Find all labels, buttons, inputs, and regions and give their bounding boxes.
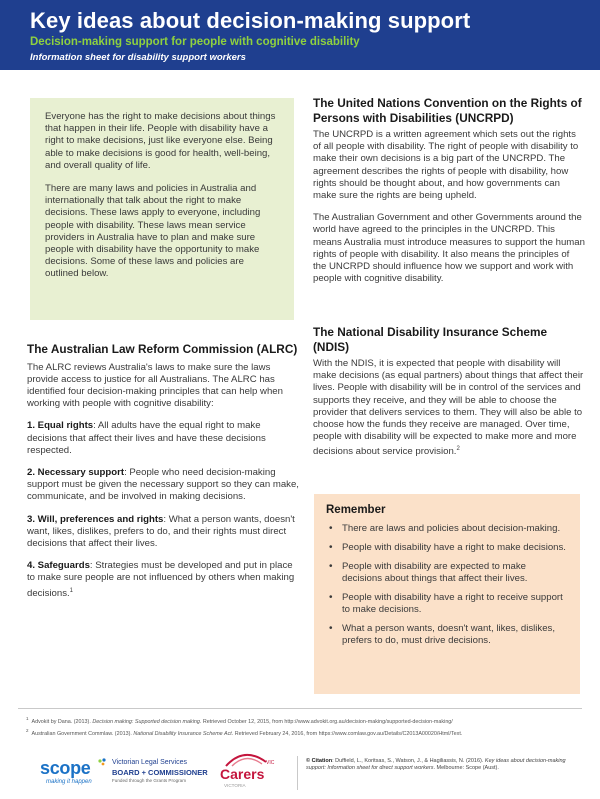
carers-vic-label: VIC xyxy=(266,760,275,766)
list-item-text: What a person wants, doesn't want, likes, dislikes, prefers to do, must drive decisions. xyxy=(342,623,555,646)
footnote-2 xyxy=(26,728,462,737)
uncrpd-paragraph-1: The UNCRPD is a written agreement which sets out the rights of all people with disability. The right of people with disability to make their own decisions is a big part of the UNCRPD. The agreement describes the rights of people with disability, how rights should be thought about, and how governments can make sure the rights are being upheld. xyxy=(313,129,579,202)
principle-text: : People who need decision-making support must be given the necessary support so they can make, communicate, and be involved in making decisions. xyxy=(27,466,299,503)
list-item-text: People with disability have a right to make decisions. xyxy=(342,542,566,553)
list-item xyxy=(326,561,568,585)
footnote-title: National Disability Insurance Scheme Act xyxy=(133,730,232,737)
remember-box xyxy=(314,494,580,694)
remember-list xyxy=(326,523,568,647)
intro-paragraph-1: Everyone has the right to make decisions about things that happen in their life. People with disability have a right to make decisions, just like everyone else. Being able to make decisions is good for health, well-being, and overall quality of life. xyxy=(45,111,276,171)
sheet-label: Information sheet for disability support workers xyxy=(30,52,246,63)
list-item-text: People with disability are expected to make decisions about things that affect their lives. xyxy=(342,561,528,584)
footnote-ref-1[interactable]: 1 xyxy=(69,587,74,594)
alrc-body: The ALRC reviews Australia's laws to make sure the laws provide access to justice for all Australians. The ALRC has identified four decision-making principles that can help when working with people with cognitive disability: xyxy=(27,361,283,410)
list-item-text: People with disability have a right to receive support to make decisions. xyxy=(342,592,563,615)
list-item xyxy=(326,623,568,647)
uncrpd-heading: The United Nations Convention on the Rights of Persons with Disabilities (UNCRPD) xyxy=(313,96,582,125)
carers-wordmark: Carers xyxy=(220,766,265,782)
footnote-number: 2 xyxy=(26,728,29,733)
list-item xyxy=(326,592,568,616)
principle-text: : All adults have the equal right to make decisions that affect their lives and have these decisions respected. xyxy=(27,420,266,456)
alrc-section xyxy=(27,342,299,600)
list-item-text: There are laws and policies about decision-making. xyxy=(342,523,561,534)
alrc-principle-3 xyxy=(27,514,299,551)
ndis-section xyxy=(313,325,585,459)
alrc-principle-1 xyxy=(27,420,299,457)
list-item xyxy=(326,523,568,535)
principle-label: 4. Safeguards xyxy=(27,560,90,572)
uncrpd-section xyxy=(313,96,585,285)
list-item xyxy=(326,542,568,554)
uncrpd-paragraph-2: The Australian Government and other Governments around the world have agreed to the principles in the UNCRPD. This means Australia must introduce measures to support the human rights of people with disability. It also means the principles of the UNCRPD should influence how we support and work with people with cognitive disability. xyxy=(313,212,585,285)
footnote-number: 1 xyxy=(26,716,29,721)
remember-heading: Remember xyxy=(326,504,386,516)
page-subtitle: Decision-making support for people with cognitive disability xyxy=(30,36,360,48)
footer-divider xyxy=(297,756,298,790)
citation-title: Key ideas about decision-making support: Information sheet for direct support workers xyxy=(306,758,566,772)
ndis-text: With the NDIS, it is expected that people with disability will make decisions (as equal partners) about things that affect their lives. People with disability will be in control of the services and supports they receive, and they will be able to choose the provider that delivers services to them. They will also be able to choose how the funds they receive are managed. Over time, people with disability will be expected to make more and more decisions about service provision. xyxy=(313,358,584,458)
page-title: Key ideas about decision-making support xyxy=(30,8,471,33)
alrc-heading: The Australian Law Reform Commission (ALRC) xyxy=(27,342,298,356)
footnote-link[interactable]: . Retrieved October 12, 2015, from http://www.advokit.org.au/decision-making/supported-decision-making/ xyxy=(199,718,453,725)
vlsb-logo xyxy=(112,758,222,792)
footnote-link[interactable]: . Retrieved February 24, 2016, from https://www.comlaw.gov.au/Details/C2013A00020/Html/Text. xyxy=(231,730,463,737)
citation-block xyxy=(306,758,586,772)
ndis-heading: The National Disability Insurance Scheme (NDIS) xyxy=(313,325,548,354)
principle-text: : What a person wants, doesn't want, likes, dislikes, prefers to do, and their rights must direct decisions that affect their lives. xyxy=(27,513,295,549)
header-banner xyxy=(0,0,600,70)
alrc-principle-4 xyxy=(27,560,299,600)
bullet-icon: • xyxy=(329,561,333,572)
alrc-principle-2 xyxy=(27,467,299,504)
vlsb-line-1: Victorian Legal Services xyxy=(112,759,187,766)
carers-subtitle: VICTORIA xyxy=(224,783,246,788)
bullet-icon: • xyxy=(329,523,333,534)
citation-text: : Duffield, L., Koritsas, S., Watson, J., & Hagiliassis, N. (2016). xyxy=(332,758,485,764)
bullet-icon: • xyxy=(329,592,333,603)
principle-label: 1. Equal rights xyxy=(27,420,94,432)
scope-dots-icon xyxy=(98,758,108,768)
scope-tagline: making it happen xyxy=(46,779,92,785)
footnote-1 xyxy=(26,716,453,725)
footnote-title: Decision making: Supported decision making xyxy=(92,718,200,725)
vlsb-line-3: Funded through the Grants Program xyxy=(112,778,187,783)
citation-label: © Citation xyxy=(306,758,333,764)
intro-box xyxy=(30,98,294,320)
footnote-text: Advokit by Dana. (2013). xyxy=(31,718,93,725)
footnote-ref-2[interactable]: 2 xyxy=(456,446,460,453)
scope-wordmark: scope xyxy=(40,758,91,778)
ndis-body xyxy=(313,358,585,459)
intro-paragraph-2: There are many laws and policies in Australia and internationally that talk about the right to make decisions. These laws apply to everyone, including people with disability. These laws mean service providers in Australia have to plan and make sure people with disability have the opportunity to make decisions. Some of these laws and policies are outlined below. xyxy=(45,183,261,280)
bullet-icon: • xyxy=(329,623,333,634)
principle-text: : Strategies must be developed and put in place to make sure people are not influenced by others when making decisions. xyxy=(27,560,295,599)
footnote-divider xyxy=(18,708,582,709)
citation-publisher: . Melbourne: Scope (Aust). xyxy=(433,765,499,772)
principle-label: 3. Will, preferences and rights xyxy=(27,513,164,525)
scope-logo xyxy=(40,758,100,792)
footnote-text: Australian Government Commlaw. (2013). xyxy=(31,730,134,737)
bullet-icon: • xyxy=(329,542,333,553)
principle-label: 2. Necessary support xyxy=(27,466,125,478)
carers-logo xyxy=(218,750,280,794)
vlsb-line-2: BOARD + COMMISSIONER xyxy=(112,768,208,777)
